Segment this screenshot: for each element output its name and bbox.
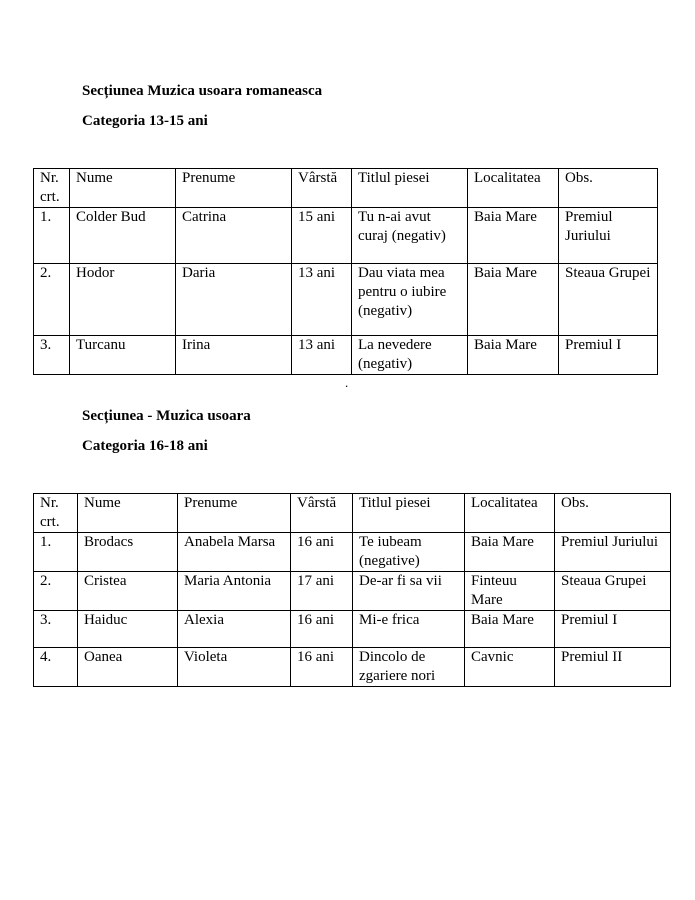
cell-titlul: Te iubeam (negative)	[353, 533, 465, 572]
header-titlul: Titlul piesei	[353, 494, 465, 533]
cell-localitatea: Baia Mare	[465, 533, 555, 572]
header-varsta: Vârstă	[292, 169, 352, 208]
header-varsta: Vârstă	[291, 494, 353, 533]
cell-obs: Premiul II	[555, 648, 671, 687]
cell-nume: Hodor	[70, 264, 176, 336]
cell-localitatea: Finteuu Mare	[465, 572, 555, 611]
header-obs: Obs.	[559, 169, 658, 208]
header-nr: Nr. crt.	[34, 169, 70, 208]
cell-prenume: Catrina	[176, 208, 292, 264]
cell-localitatea: Cavnic	[465, 648, 555, 687]
cell-varsta: 17 ani	[291, 572, 353, 611]
cell-varsta: 16 ani	[291, 533, 353, 572]
section1-table	[33, 168, 658, 375]
cell-nr: 3.	[34, 611, 78, 648]
cell-prenume: Alexia	[178, 611, 291, 648]
section2-title: Secțiunea - Muzica usoara	[82, 408, 251, 424]
cell-obs: Premiul Juriului	[559, 208, 658, 264]
cell-varsta: 15 ani	[292, 208, 352, 264]
cell-obs: Premiul I	[555, 611, 671, 648]
cell-varsta: 16 ani	[291, 611, 353, 648]
cell-nume: Cristea	[78, 572, 178, 611]
header-obs: Obs.	[555, 494, 671, 533]
cell-nr: 1.	[34, 533, 78, 572]
cell-prenume: Anabela Marsa	[178, 533, 291, 572]
table-row	[34, 572, 671, 611]
cell-titlul: Dincolo de zgariere nori	[353, 648, 465, 687]
cell-nr: 4.	[34, 648, 78, 687]
header-prenume: Prenume	[176, 169, 292, 208]
section2-category: Categoria 16-18 ani	[82, 438, 208, 454]
header-nume: Nume	[78, 494, 178, 533]
cell-titlul: Dau viata mea pentru o iubire (negativ)	[352, 264, 468, 336]
table-header-row	[34, 494, 671, 533]
table-header-row	[34, 169, 658, 208]
cell-titlul: De-ar fi sa vii	[353, 572, 465, 611]
cell-obs: Steaua Grupei	[555, 572, 671, 611]
header-localitatea: Localitatea	[465, 494, 555, 533]
cell-prenume: Violeta	[178, 648, 291, 687]
cell-nume: Colder Bud	[70, 208, 176, 264]
header-prenume: Prenume	[178, 494, 291, 533]
cell-nr: 1.	[34, 208, 70, 264]
cell-prenume: Daria	[176, 264, 292, 336]
cell-obs: Steaua Grupei	[559, 264, 658, 336]
cell-prenume: Irina	[176, 336, 292, 375]
header-titlul: Titlul piesei	[352, 169, 468, 208]
cell-nr: 3.	[34, 336, 70, 375]
table-row	[34, 264, 658, 336]
cell-nr: 2.	[34, 572, 78, 611]
table-row	[34, 208, 658, 264]
table-row	[34, 336, 658, 375]
table-row	[34, 648, 671, 687]
cell-nume: Oanea	[78, 648, 178, 687]
table-row	[34, 611, 671, 648]
cell-localitatea: Baia Mare	[465, 611, 555, 648]
cell-localitatea: Baia Mare	[468, 264, 559, 336]
cell-nr: 2.	[34, 264, 70, 336]
cell-nume: Brodacs	[78, 533, 178, 572]
header-nr: Nr. crt.	[34, 494, 78, 533]
section2-table	[33, 493, 671, 687]
cell-titlul: Mi-e frica	[353, 611, 465, 648]
cell-prenume: Maria Antonia	[178, 572, 291, 611]
table-row	[34, 533, 671, 572]
cell-varsta: 13 ani	[292, 264, 352, 336]
separator-dot: .	[345, 375, 349, 390]
cell-nume: Haiduc	[78, 611, 178, 648]
section1-category: Categoria 13-15 ani	[82, 113, 208, 129]
cell-obs: Premiul Juriului	[555, 533, 671, 572]
section1-title: Secțiunea Muzica usoara romaneasca	[82, 83, 323, 99]
header-nume: Nume	[70, 169, 176, 208]
cell-localitatea: Baia Mare	[468, 208, 559, 264]
cell-varsta: 13 ani	[292, 336, 352, 375]
cell-localitatea: Baia Mare	[468, 336, 559, 375]
cell-obs: Premiul I	[559, 336, 658, 375]
cell-titlul: La nevedere (negativ)	[352, 336, 468, 375]
cell-varsta: 16 ani	[291, 648, 353, 687]
cell-nume: Turcanu	[70, 336, 176, 375]
header-localitatea: Localitatea	[468, 169, 559, 208]
cell-titlul: Tu n-ai avut curaj (negativ)	[352, 208, 468, 264]
